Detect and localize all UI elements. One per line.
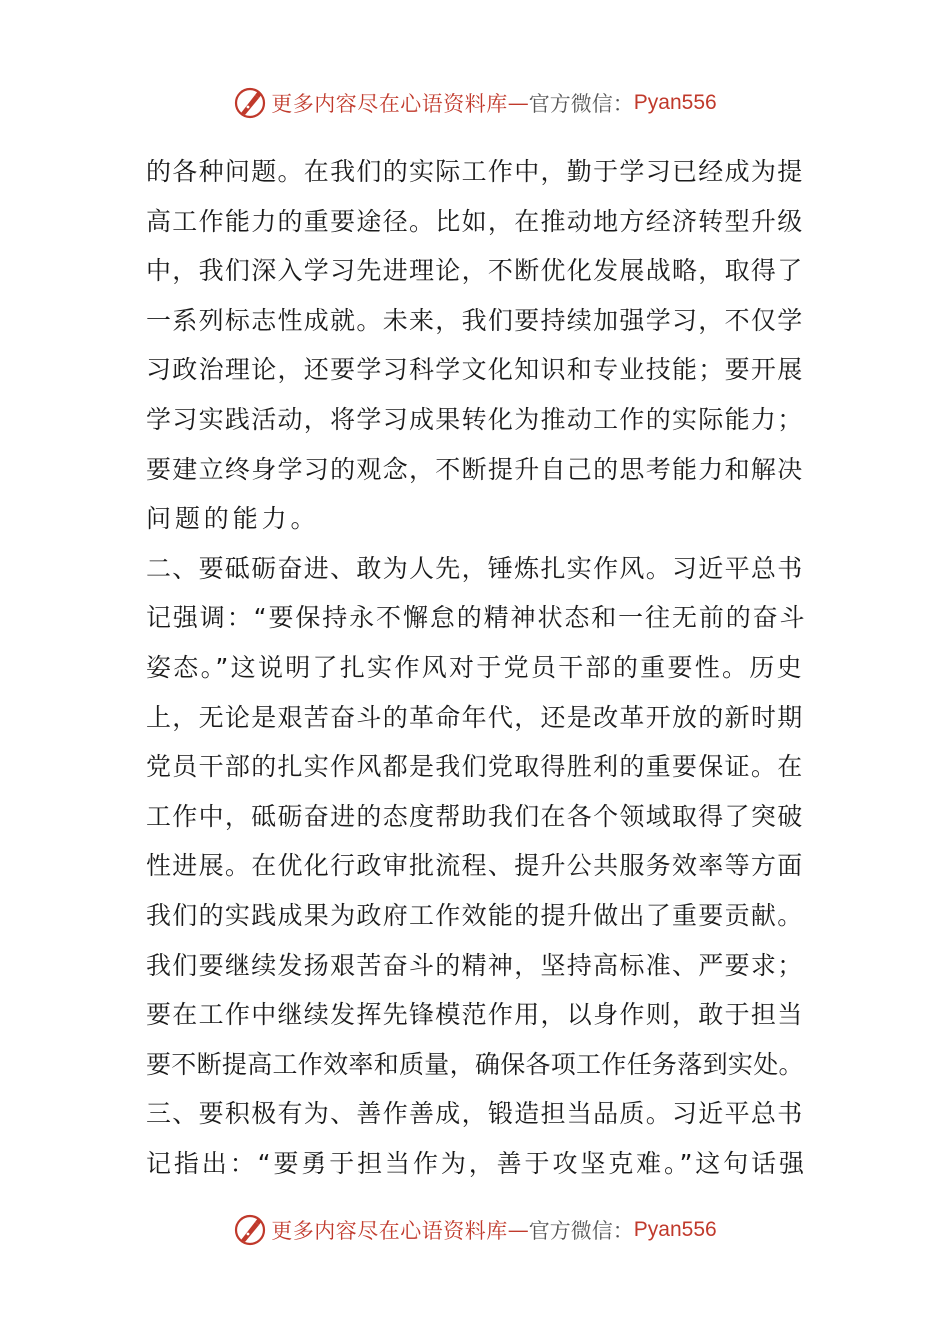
- text-line: 上，无论是艰苦奋斗的革命年代，还是改革开放的新时期: [146, 702, 804, 732]
- document-body: [146, 147, 808, 1188]
- text-line: 工作中，砥砺奋进的态度帮助我们在各个领域取得了突破: [146, 801, 804, 831]
- text-line: 学习实践活动，将学习成果转化为推动工作的实际能力；: [146, 404, 804, 434]
- wechat-id: Pyan556: [633, 1218, 717, 1241]
- text-line: 党员干部的扎实作风都是我们党取得胜利的重要保证。在: [146, 752, 804, 782]
- text-line: 习政治理论，还要学习科学文化知识和专业技能；要开展: [146, 355, 804, 385]
- text-line: 记强调：“要保持永不懈怠的精神状态和一往无前的奋斗: [146, 603, 807, 633]
- text-line: 要不断提高工作效率和质量，确保各项工作任务落到实处。: [146, 1049, 804, 1079]
- text-line: 二、要砥砺奋进、敢为人先，锤炼扎实作风。习近平总书: [146, 553, 804, 583]
- text-line: 三、要积极有为、善作善成，锻造担当品质。习近平总书: [146, 1099, 804, 1129]
- text-line: 的各种问题。在我们的实际工作中，勤于学习已经成为提: [146, 157, 804, 186]
- text-line: 姿态。”这说明了扎实作风对于党员干部的重要性。历史: [146, 652, 804, 682]
- wechat-id: Pyan556: [633, 91, 717, 114]
- text-line: 一系列标志性成就。未来，我们要持续加强学习，不仅学: [146, 305, 804, 335]
- text-line: 中，我们深入学习先进理论，不断优化发展战略，取得了: [146, 256, 804, 286]
- separator-dash: —: [507, 91, 529, 115]
- footer-banner: [0, 1210, 950, 1250]
- official-wechat-label: 官方微信：: [528, 92, 634, 116]
- text-line: 性进展。在优化行政审批流程、提升公共服务效率等方面: [146, 851, 804, 881]
- header-banner: [0, 83, 950, 123]
- text-line: 问题的能力。: [146, 504, 320, 534]
- text-line: 我们要继续发扬艰苦奋斗的精神，坚持高标准、严要求；: [146, 950, 804, 980]
- pen-nib-circle-icon: [233, 1213, 267, 1247]
- text-line: 要在工作中继续发挥先锋模范作用，以身作则，敢于担当: [146, 1000, 804, 1030]
- text-line: 要建立终身学习的观念，不断提升自己的思考能力和解决: [146, 454, 804, 484]
- official-wechat-label: 官方微信：: [528, 1219, 634, 1243]
- text-line: 记指出：“要勇于担当作为，善于攻坚克难。”这句话强: [146, 1148, 807, 1178]
- pen-nib-circle-icon: [233, 86, 267, 120]
- text-line: 高工作能力的重要途径。比如，在推动地方经济转型升级: [146, 206, 804, 236]
- site-name: 更多内容尽在心语资料库: [271, 92, 508, 116]
- separator-dash: —: [507, 1218, 529, 1242]
- site-name: 更多内容尽在心语资料库: [271, 1219, 508, 1243]
- text-line: 我们的实践成果为政府工作效能的提升做出了重要贡献。: [146, 900, 804, 930]
